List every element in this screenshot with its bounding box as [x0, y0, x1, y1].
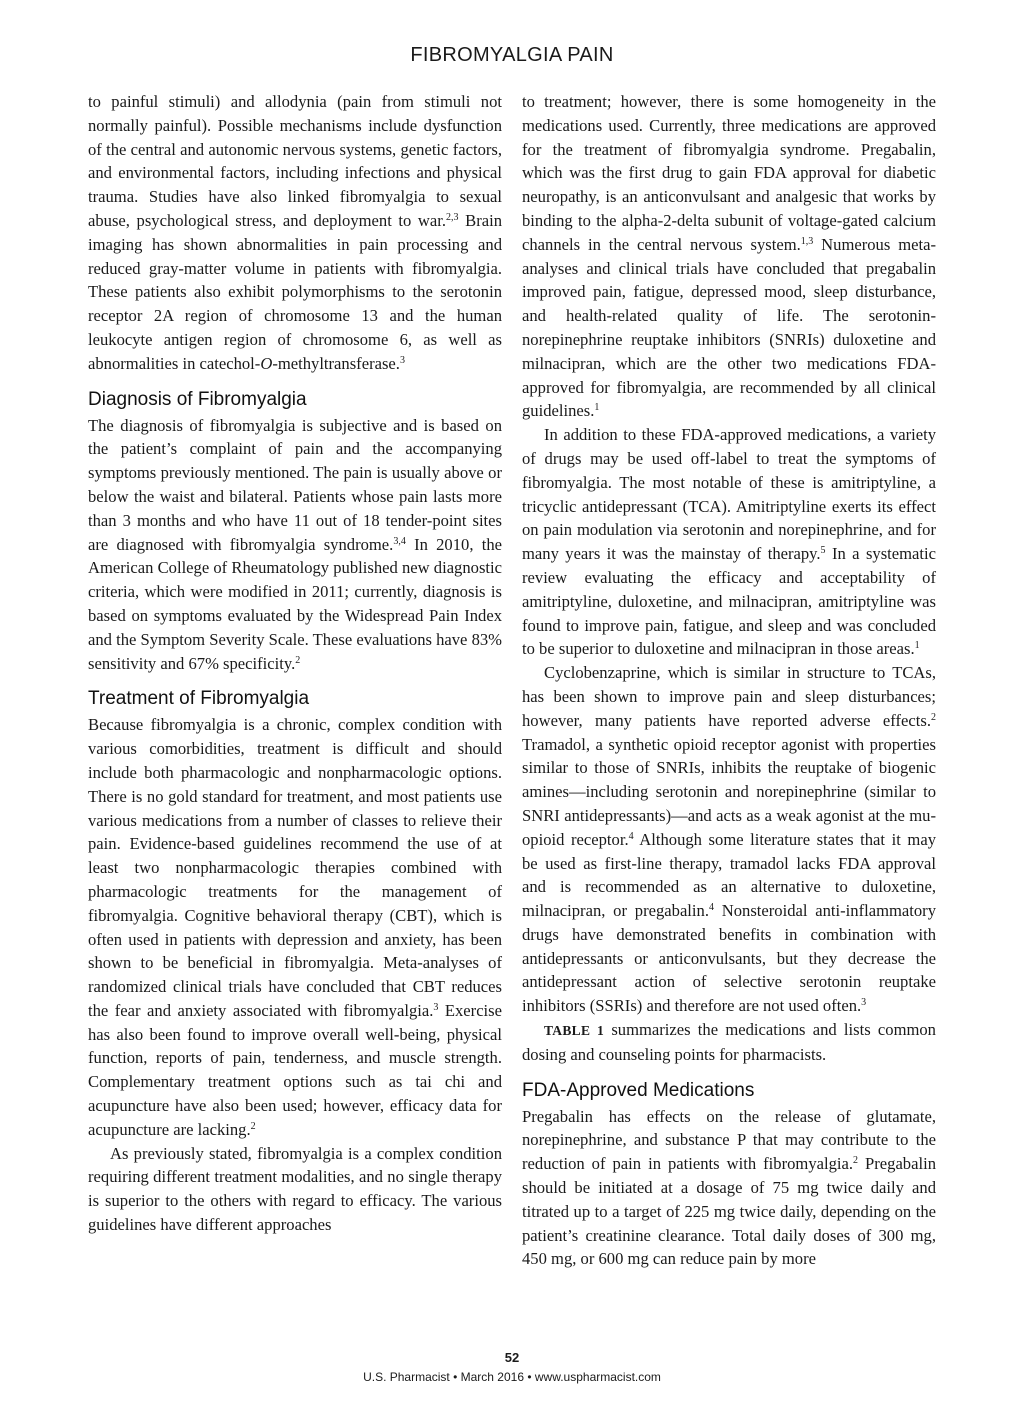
body-paragraph — [88, 90, 502, 376]
running-header: FIBROMYALGIA PAIN — [410, 44, 614, 66]
body-paragraph — [522, 90, 936, 423]
reference-superscript: 4 — [628, 830, 634, 842]
text-run: The diagnosis of fibromyalgia is subjective and is based on the patient’s complaint of pain and the accompanying symptoms previously mentioned. The pain is usually above or below the waist and bilateral. Patients whose pain lasts more than 3 months and who have 11 out of 18 tender-point sites are diagnosed with fibromyalgia syndrome. — [88, 415, 502, 554]
right-column — [522, 90, 936, 1271]
left-column — [88, 90, 502, 1237]
text-run: to treatment; however, there is some homogeneity in the medications used. Currently, three medications are approved for the treatment of fibromyalgia syndrome. Pregabalin, which was the first drug to gain FDA approval for diabetic neuropathy, is an anticonvulsant and analgesic that works by binding to the alpha-2-delta subunit of voltage-gated calcium channels in the central nervous system. — [522, 92, 936, 254]
table-reference: TABLE 1 — [544, 1023, 605, 1039]
page-number: 52 — [504, 1350, 520, 1365]
body-paragraph: As previously stated, fibromyalgia is a complex condition requiring different treatment modalities, and no single therapy is superior to the others with regard to efficacy. The various guidelines have different approaches — [88, 1143, 502, 1235]
reference-superscript: 2 — [295, 654, 301, 666]
body-paragraph — [522, 423, 936, 661]
body-paragraph — [88, 414, 502, 676]
text-run: Nonsteroidal anti-inflammatory drugs have demonstrated benefits in combination with antidepressants or anticonvulsants, but they decrease the antidepressant action of selective serotonin reuptake inhibitors (SSRIs) and therefore are not used often. — [522, 901, 936, 1016]
body-paragraph — [522, 1105, 936, 1272]
publication-footer: U.S. Pharmacist • March 2016 • www.uspharmacist.com — [363, 1370, 661, 1384]
text-run: Numerous meta-analyses and clinical trials have concluded that pregabalin improved pain, fatigue, depressed mood, sleep disturbance, and health-related quality of life. The serotonin-norepinephrine reuptake inhibitors (SNRIs) duloxetine and milnacipran, which are the other two medications FDA-approved for fibromyalgia, are recommended by all clinical guidelines. — [522, 234, 936, 421]
section-heading-diagnosis: Diagnosis of Fibromyalgia — [88, 388, 307, 410]
text-run: In addition to these FDA-approved medications, a variety of drugs may be used off-label to treat the symptoms of fibromyalgia. The most notable of these is amitriptyline, a tricyclic antidepressant (TCA). Amitriptyline exerts its effect on pain modulation via serotonin and norepinephrine, and for many years it was the mainstay of therapy. — [522, 425, 936, 564]
text-run: Cyclobenzaprine, which is similar in structure to TCAs, has been shown to improve pain and sleep disturbances; however, many patients have reported adverse effects. — [522, 663, 936, 730]
reference-superscript: 1 — [914, 640, 920, 652]
reference-superscript: 5 — [820, 545, 826, 557]
reference-superscript: 3 — [399, 354, 405, 366]
reference-superscript: 2,3 — [446, 211, 459, 223]
text-run: Tramadol, a synthetic opioid receptor agonist with properties similar to those of SNRIs, inhibits the reuptake of biogenic amines—including serotonin and norepinephrine (similar to SNRI antidepressants)—and acts as a weak agonist at the mu-opioid receptor. — [522, 734, 936, 849]
text-run: Exercise has also been found to improve overall well-being, physical function, reports of pain, tenderness, and muscle strength. Complementary treatment options such as tai chi and acupuncture have also been used; however, efficacy data for acupuncture are lacking. — [88, 1000, 502, 1139]
reference-superscript: 3,4 — [393, 535, 406, 547]
text-run: summarizes the medications and lists common dosing and counseling points for pharmacists. — [522, 1020, 936, 1064]
text-run: Although some literature states that it may be used as first-line therapy, tramadol lacks FDA approval and is recommended as an alternative to duloxetine, milnacipran, or pregabalin. — [522, 829, 936, 921]
section-heading-treatment: Treatment of Fibromyalgia — [88, 688, 310, 710]
reference-superscript: 2 — [931, 711, 936, 723]
text-run: Brain imaging has shown abnormalities in pain processing and reduced gray-matter volume in patients with fibromyalgia. These patients also exhibit polymorphisms to the serotonin receptor 2A region of chromosome 13 and the human leukocyte antigen region of chromosome 6, as well as abnormalities in catechol- — [88, 210, 502, 373]
section-heading-fda-approved: FDA-Approved Medications — [522, 1079, 755, 1101]
italic-text: O — [260, 353, 273, 373]
reference-superscript: 4 — [708, 902, 714, 914]
text-run: Pregabalin should be initiated at a dosage of 75 mg twice daily and titrated up to a target of 225 mg twice daily, depending on the patient’s creatinine clearance. Total daily doses of 300 mg, 450 mg, or 600 mg can reduce pain by more — [522, 1154, 936, 1269]
reference-superscript: 2 — [250, 1120, 256, 1132]
reference-superscript: 3 — [433, 1001, 439, 1013]
reference-superscript: 3 — [861, 997, 867, 1009]
text-run: Pregabalin has effects on the release of glutamate, norepinephrine, and substance P that may contribute to the reduction of pain in patients with fibromyalgia. — [522, 1106, 936, 1174]
text-run: to painful stimuli) and allodynia (pain from stimuli not normally painful). Possible mechanisms include dysfunction of the central and autonomic nervous systems, genetic factors, and environmental factors, including infections and physical trauma. Studies have also linked fibromyalgia to sexual abuse, psychological stress, and deployment to war. — [88, 92, 502, 230]
body-paragraph — [88, 713, 502, 1141]
text-run: In a systematic review evaluating the efficacy and acceptability of amitriptyline, duloxetine, and milnacipran, amitriptyline was found to improve pain, fatigue, and sleep and was concluded to be superior to duloxetine and milnacipran in those areas. — [522, 544, 936, 659]
body-paragraph — [522, 1018, 936, 1067]
body-paragraph — [522, 661, 936, 1018]
text-run: -methyltransferase. — [272, 353, 400, 373]
reference-superscript: 1,3 — [800, 235, 814, 247]
reference-superscript: 1 — [594, 402, 600, 414]
text-run: Because fibromyalgia is a chronic, complex condition with various comorbidities, treatment is difficult and should include both pharmacologic and nonpharmacologic options. There is no gold standard for treatment, and most patients use various medications from a number of classes to relieve their pain. Evidence-based guidelines recommend the use of at least two nonpharmacologic therapies combined with pharmacologic treatments for the management of fibromyalgia. Cognitive behavioral therapy (CBT), which is often used in patients with depression and anxiety, has been shown to be beneficial in fibromyalgia. Meta-analyses of randomized clinical trials have concluded that CBT reduces the fear and anxiety associated with fibromyalgia. — [88, 715, 502, 1020]
text-run: In 2010, the American College of Rheumatology published new diagnostic criteria, which were modified in 2011; currently, diagnosis is based on symptoms evaluated by the Widespread Pain Index and the Symptom Severity Scale. These evaluations have 83% sensitivity and 67% specificity. — [88, 534, 502, 673]
reference-superscript: 2 — [853, 1155, 859, 1167]
